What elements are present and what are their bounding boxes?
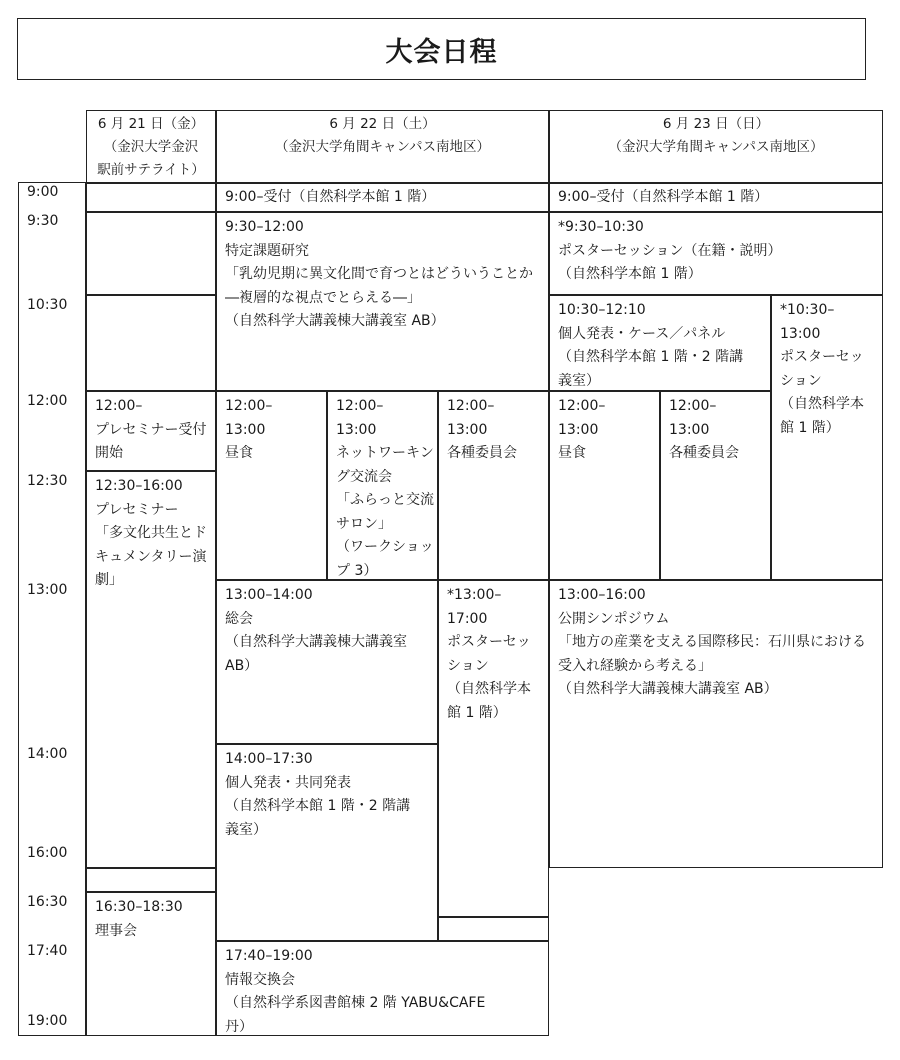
day3-presentations xyxy=(549,295,771,391)
time-label: 10:30 xyxy=(27,297,68,313)
day1-preseminar xyxy=(86,471,216,868)
day2-poster-session-line: *13:00– xyxy=(447,587,502,603)
header-day3-line: （金沢大学角間キャンパス南地区） xyxy=(608,139,824,155)
day2-presentations-line: （自然科学本館 1 階・2 階講 xyxy=(225,798,411,814)
day2-lunch xyxy=(216,391,327,580)
day3-committee-line: 各種委員会 xyxy=(669,445,739,461)
title-box xyxy=(17,18,866,80)
day3-poster-session-line: *10:30– xyxy=(780,302,835,318)
day3-presentations-line: （自然科学本館 1 階・2 階講 xyxy=(558,349,744,365)
day3-poster-session-line: （自然科学本 xyxy=(780,396,864,412)
day3-poster-intro-line: ポスターセッション（在籍・説明） xyxy=(558,242,782,259)
time-label: 13:00 xyxy=(27,582,68,598)
day3-poster-session-line: ポスターセッ xyxy=(780,349,864,365)
day1-empty-1030 xyxy=(86,295,216,391)
day2-committee-line: 13:00 xyxy=(447,421,488,438)
day1-preseminar-line: 劇」 xyxy=(95,572,123,588)
day2-exchange-meeting-line: （自然科学系図書館棟 2 階 YABU&CAFE xyxy=(225,995,486,1011)
time-label: 14:00 xyxy=(27,746,68,762)
day2-poster-session-line: 館 1 階） xyxy=(447,704,507,721)
day1-reception-line: プレセミナー受付 xyxy=(95,421,207,438)
day2-exchange-meeting-line: 情報交換会 xyxy=(225,971,295,988)
header-day2-line: （金沢大学角間キャンパス南地区） xyxy=(274,139,491,155)
day2-general-meeting-line: 13:00–14:00 xyxy=(225,587,313,603)
day2-special-research-line: 「乳幼児期に異文化間で育つとはどういうことか xyxy=(225,266,533,282)
day2-poster-session xyxy=(438,580,549,917)
day3-presentations-line: 個人発表・ケース／パネル xyxy=(558,325,726,342)
day3-poster-session xyxy=(771,295,883,580)
page-title: 大会日程 xyxy=(385,36,498,68)
header-day1-line: 駅前サテライト） xyxy=(97,162,205,178)
day3-registration xyxy=(549,182,883,212)
day3-poster-session-line: 13:00 xyxy=(780,325,821,342)
day2-committee xyxy=(438,391,549,580)
day1-reception xyxy=(86,391,216,471)
day2-special-research-line: 9:30–12:00 xyxy=(225,219,304,235)
day2-lunch-line: 13:00 xyxy=(225,421,266,438)
day1-empty-930 xyxy=(86,212,216,295)
day1-reception-line: 12:00– xyxy=(95,398,143,414)
header-day3 xyxy=(549,110,883,184)
header-day1 xyxy=(86,110,216,184)
day2-networking-line: 「ふらっと交流 xyxy=(336,492,434,508)
day2-committee-line: 12:00– xyxy=(447,398,495,414)
day3-symposium-line: 受入れ経験から考える」 xyxy=(558,657,712,674)
day3-lunch-line: 13:00 xyxy=(558,421,599,438)
day1-board-line: 16:30–18:30 xyxy=(95,899,183,915)
time-label: 9:30 xyxy=(27,213,59,229)
day2-general-meeting-line: 総会 xyxy=(225,610,253,627)
day3-poster-intro-line: *9:30–10:30 xyxy=(558,219,644,235)
day2-general-meeting-line: AB） xyxy=(225,657,259,674)
day3-presentations-line: 義室） xyxy=(558,372,600,389)
day3-poster-intro-line: （自然科学本館 1 階） xyxy=(558,266,702,282)
header-day2-line: 6 月 22 日（土） xyxy=(329,116,436,132)
day3-symposium-line: 「地方の産業を支える国際移民：石川県における xyxy=(558,634,866,650)
time-label: 16:00 xyxy=(27,845,68,861)
day2-exchange-meeting-line: 丹） xyxy=(225,1018,253,1035)
day1-reception-line: 開始 xyxy=(95,445,123,461)
day1-preseminar-line: キュメンタリー演 xyxy=(95,548,207,565)
day2-networking-line: プ 3） xyxy=(336,562,378,579)
day2-general-meeting-line: （自然科学大講義棟大講義室 xyxy=(225,634,407,650)
day3-symposium-line: （自然科学大講義棟大講義室 AB） xyxy=(558,681,778,697)
day3-presentations-line: 10:30–12:10 xyxy=(558,302,646,318)
day1-board xyxy=(86,892,216,1036)
time-label: 16:30 xyxy=(27,894,68,910)
day2-presentations xyxy=(216,744,438,941)
day2-registration-line: 9:00–受付（自然科学本館 1 階） xyxy=(225,189,436,205)
day2-registration xyxy=(216,182,549,212)
time-label: 9:00 xyxy=(27,184,59,200)
day3-committee xyxy=(660,391,771,580)
time-label: 17:40 xyxy=(27,943,68,959)
day2-committee-line: 各種委員会 xyxy=(447,445,517,461)
day2-lunch-line: 昼食 xyxy=(225,445,253,461)
day3-lunch xyxy=(549,391,660,580)
time-label: 19:00 xyxy=(27,1013,68,1029)
day2-general-meeting xyxy=(216,580,438,744)
day2-networking-line: サロン」 xyxy=(336,515,392,532)
day1-preseminar-line: 12:30–16:00 xyxy=(95,478,183,494)
day3-lunch-line: 12:00– xyxy=(558,398,606,414)
day2-presentations-line: 個人発表・共同発表 xyxy=(225,774,351,791)
day2-networking xyxy=(327,391,438,580)
day3-registration-line: 9:00–受付（自然科学本館 1 階） xyxy=(558,189,769,205)
day3-committee-line: 12:00– xyxy=(669,398,717,414)
day2-networking-line: ネットワーキン xyxy=(336,445,434,461)
day2-presentations-line: 義室） xyxy=(225,821,267,838)
day2-special-research-line: （自然科学大講義棟大講義室 AB） xyxy=(225,313,445,329)
day2-presentations-line: 14:00–17:30 xyxy=(225,751,313,767)
day3-poster-session-line: 館 1 階） xyxy=(780,419,840,436)
day2-exchange-meeting-line: 17:40–19:00 xyxy=(225,948,313,964)
day1-preseminar-line: プレセミナー xyxy=(95,501,179,518)
day3-poster-intro xyxy=(549,212,883,295)
day2-networking-line: 12:00– xyxy=(336,398,384,414)
day3-symposium xyxy=(549,580,883,868)
day2-poster-session-line: ポスターセッ xyxy=(447,634,531,650)
day1-board-line: 理事会 xyxy=(95,922,137,939)
day1-empty-9 xyxy=(86,182,216,212)
header-day1-line: （金沢大学金沢 xyxy=(103,139,199,155)
day3-symposium-line: 公開シンポジウム xyxy=(558,610,670,627)
day3-lunch-line: 昼食 xyxy=(558,445,586,461)
day2-special-research-line: ―複層的な視点でとらえる―」 xyxy=(225,289,421,306)
day2-networking-line: グ交流会 xyxy=(336,468,392,485)
time-label: 12:30 xyxy=(27,473,68,489)
day3-poster-session-line: ション xyxy=(780,372,822,389)
day2-empty-1630 xyxy=(438,917,549,941)
day2-exchange-meeting xyxy=(216,941,549,1036)
day3-committee-line: 13:00 xyxy=(669,421,710,438)
day2-poster-session-line: ション xyxy=(447,657,489,674)
day3-symposium-line: 13:00–16:00 xyxy=(558,587,646,603)
day2-lunch-line: 12:00– xyxy=(225,398,273,414)
day2-poster-session-line: （自然科学本 xyxy=(447,681,531,697)
header-day2 xyxy=(216,110,549,184)
day2-special-research-line: 特定課題研究 xyxy=(225,242,309,259)
header-day1-line: 6 月 21 日（金） xyxy=(97,116,205,132)
day2-networking-line: 13:00 xyxy=(336,421,377,438)
day2-networking-line: （ワークショッ xyxy=(336,539,434,555)
time-label: 12:00 xyxy=(27,393,68,409)
header-day3-line: 6 月 23 日（日） xyxy=(662,116,770,132)
day1-preseminar-line: 「多文化共生とド xyxy=(95,525,207,541)
day1-empty-1600 xyxy=(86,868,216,892)
day2-poster-session-line: 17:00 xyxy=(447,610,488,627)
day2-special-research xyxy=(216,212,549,391)
